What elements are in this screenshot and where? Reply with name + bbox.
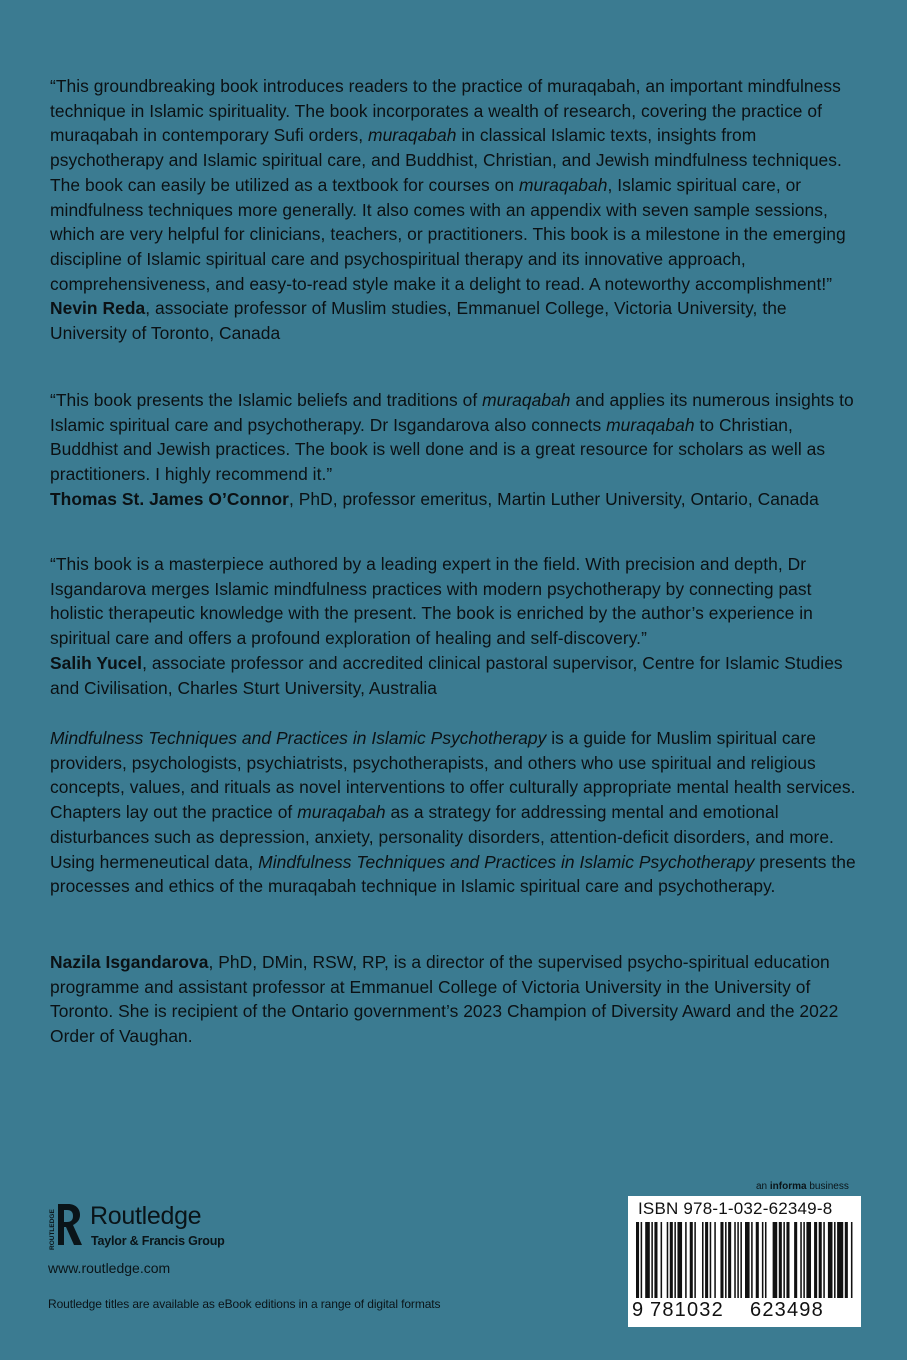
- text-run: in classical Islamic texts, insights from psychotherapy and Islamic spiritual care, and Buddhist, Christian, and Jewish mindfulness techniques. The book can easily be utilized as a textbook for courses on: [50, 125, 842, 195]
- italic-text-run: muraqabah: [519, 174, 608, 195]
- barcode-bar: [845, 1222, 848, 1298]
- barcode-bars: [636, 1222, 854, 1302]
- barcode-digit-first: 9: [632, 1299, 645, 1321]
- author-bio-text: [50, 950, 865, 1049]
- barcode-bar: [740, 1222, 742, 1298]
- barcode-bar: [837, 1222, 843, 1298]
- informa-tagline: [756, 1181, 849, 1192]
- barcode-bar: [828, 1222, 833, 1298]
- author-name: Nazila Isgandarova: [50, 952, 209, 972]
- barcode-bar: [702, 1222, 704, 1298]
- book-description: [50, 726, 865, 899]
- ebook-note: Routledge titles are available as eBook editions in a range of digital formats: [48, 1297, 441, 1311]
- barcode-bar: [654, 1222, 657, 1298]
- barcode-bar: [794, 1222, 797, 1298]
- isbn-label: ISBN 978-1-032-62349-8: [638, 1199, 833, 1218]
- endorsement-3-affiliation: , associate professor and accredited clinical pastoral supervisor, Centre for Islamic Studies and Civilisation, Charles Sturt University, Australia: [50, 652, 843, 698]
- barcode-digits-left: 781032: [650, 1299, 724, 1321]
- barcode-bar: [685, 1222, 687, 1298]
- barcode-bar: [819, 1222, 822, 1298]
- barcode-bar: [823, 1222, 825, 1298]
- publisher-name: Routledge: [90, 1202, 202, 1230]
- barcode-bar: [734, 1222, 736, 1298]
- barcode-bar: [779, 1222, 782, 1298]
- routledge-logo-icon: [46, 1200, 82, 1252]
- barcode-bar: [645, 1222, 650, 1298]
- endorsement-1-attribution: [50, 296, 865, 345]
- text-run: “This book is a masterpiece authored by a leading expert in the field. With precision and depth, Dr Isgandarova merges Islamic mindfulness practices with modern psychotherapy by connecting past holistic therapeutic knowledge with the present. The book is enriched by the author’s experience in spiritual care and offers a profound exploration of healing and self-discovery.”: [50, 554, 813, 649]
- barcode-bar: [851, 1222, 853, 1298]
- endorsement-1-author: Nevin Reda: [50, 298, 146, 319]
- text-run: , Islamic spiritual care, or mindfulness techniques more generally. It also comes with an appendix with seven sample sessions, which are very helpful for clinicians, teachers, or practitioners. This book is a milestone in the emerging discipline of Islamic spiritual care and psychospiritual therapy and its innovative approach, comprehensiveness, and easy-to-read style make it a delight to read. A noteworthy accomplishment!”: [50, 174, 846, 294]
- endorsement-1-text: [50, 74, 865, 296]
- text-run: “This book presents the Islamic beliefs and traditions of: [50, 390, 483, 410]
- italic-text-run: muraqabah: [482, 390, 571, 410]
- barcode-bar: [800, 1222, 802, 1298]
- barcode-bar: [786, 1222, 789, 1298]
- barcode-bar: [661, 1222, 663, 1298]
- endorsement-1-affiliation: , associate professor of Muslim studies, Emmanuel College, Victoria University, the University of Toronto, Canada: [50, 298, 787, 344]
- italic-text-run: Mindfulness Techniques and Practices in Islamic Psychotherapy: [50, 728, 547, 748]
- barcode-bar: [814, 1222, 817, 1298]
- barcode-bar: [834, 1222, 836, 1298]
- barcode-bar: [737, 1222, 739, 1298]
- barcode-bar: [677, 1222, 682, 1298]
- barcode-bar: [670, 1222, 673, 1298]
- endorsement-2-attribution: [50, 487, 865, 512]
- text-run: “This groundbreaking book introduces readers to the practice of muraqabah, an important mindfulness technique in Islamic spirituality. The book incorporates a wealth of research, covering the practice of muraqabah in contemporary Sufi orders,: [50, 76, 841, 146]
- barcode-bar: [773, 1222, 778, 1298]
- barcode-bar: [674, 1222, 676, 1298]
- endorsement-3: [50, 552, 865, 700]
- barcode-bar: [705, 1222, 708, 1298]
- endorsement-3-text: [50, 552, 865, 651]
- barcode-bar: [714, 1222, 716, 1298]
- barcode-bar: [803, 1222, 805, 1298]
- text-run: to Christian, Buddhist and Jewish practices. The book is well done and is a great resource for scholars as well as practitioners. I highly recommend it.”: [50, 414, 826, 485]
- barcode-bar: [667, 1222, 669, 1298]
- text-run: is a guide for Muslim spiritual care providers, psychologists, psychiatrists, psychotherapists, and others who use spiritual and religious concepts, values, and rituals as novel interventions to offer culturally appropriate mental health services. Chapters lay out the practice of: [50, 728, 856, 823]
- book-description-text: [50, 726, 865, 899]
- publisher-subtitle: Taylor & Francis Group: [91, 1234, 225, 1248]
- isbn-barcode: [628, 1196, 861, 1327]
- barcode-bar: [694, 1222, 696, 1298]
- barcode-bar: [651, 1222, 653, 1298]
- text-run: presents the processes and ethics of the muraqabah technique in Islamic spiritual care and psychotherapy.: [50, 851, 856, 897]
- barcode-bar: [636, 1222, 639, 1298]
- text-run: and applies its numerous insights to Islamic spiritual care and psychotherapy. Dr Isgandarova also connects: [50, 390, 854, 435]
- endorsement-1: [50, 74, 865, 346]
- barcode-bar: [690, 1222, 693, 1298]
- italic-text-run: muraqabah: [606, 414, 695, 435]
- italic-text-run: muraqabah: [297, 802, 386, 823]
- barcode-digits-right: 623498: [750, 1299, 824, 1321]
- barcode-bar: [751, 1222, 753, 1298]
- italic-text-run: Mindfulness Techniques and Practices in Islamic Psychotherapy: [258, 851, 755, 872]
- author-bio-details: , PhD, DMin, RSW, RP, is a director of the supervised psycho-spiritual education programme and assistant professor at Emmanuel College of Victoria University in the University of Toronto. She is recipient of the Ontario government’s 2023 Champion of Diversity Award and the 2022 Order of Vaughan.: [50, 952, 839, 1047]
- italic-text-run: muraqabah: [368, 125, 457, 146]
- informa-brand: informa: [769, 1181, 807, 1192]
- barcode-bar: [641, 1222, 643, 1298]
- endorsement-3-author: Salih Yucel: [50, 652, 143, 673]
- barcode-bar: [783, 1222, 785, 1298]
- barcode-bar: [710, 1222, 712, 1298]
- barcode-bar: [756, 1222, 759, 1298]
- author-bio: [50, 950, 865, 1049]
- barcode-bar: [725, 1222, 727, 1298]
- barcode-bar: [720, 1222, 723, 1298]
- endorsement-2-author: Thomas St. James O’Connor: [50, 488, 289, 509]
- informa-prefix: an: [756, 1181, 770, 1192]
- barcode-bar: [765, 1222, 767, 1298]
- informa-suffix: business: [806, 1181, 849, 1192]
- endorsement-2-text: [50, 388, 865, 487]
- barcode-bar: [762, 1222, 764, 1298]
- endorsement-2: [50, 388, 865, 512]
- publisher-website: www.routledge.com: [48, 1260, 171, 1276]
- publisher-logo: [46, 1200, 286, 1260]
- barcode-bar: [806, 1222, 811, 1298]
- endorsement-3-attribution: [50, 651, 865, 700]
- barcode-bar: [745, 1222, 750, 1298]
- barcode-bar: [728, 1222, 731, 1298]
- text-run: as a strategy for addressing mental and emotional disturbances such as depression, anxiety, personality disorders, attention-deficit disorders, and more. Using hermeneutical data,: [50, 802, 834, 872]
- logo-side-text: ROUTLEDGE: [49, 1209, 56, 1250]
- endorsement-2-affiliation: , PhD, professor emeritus, Martin Luther University, Ontario, Canada: [288, 488, 819, 509]
